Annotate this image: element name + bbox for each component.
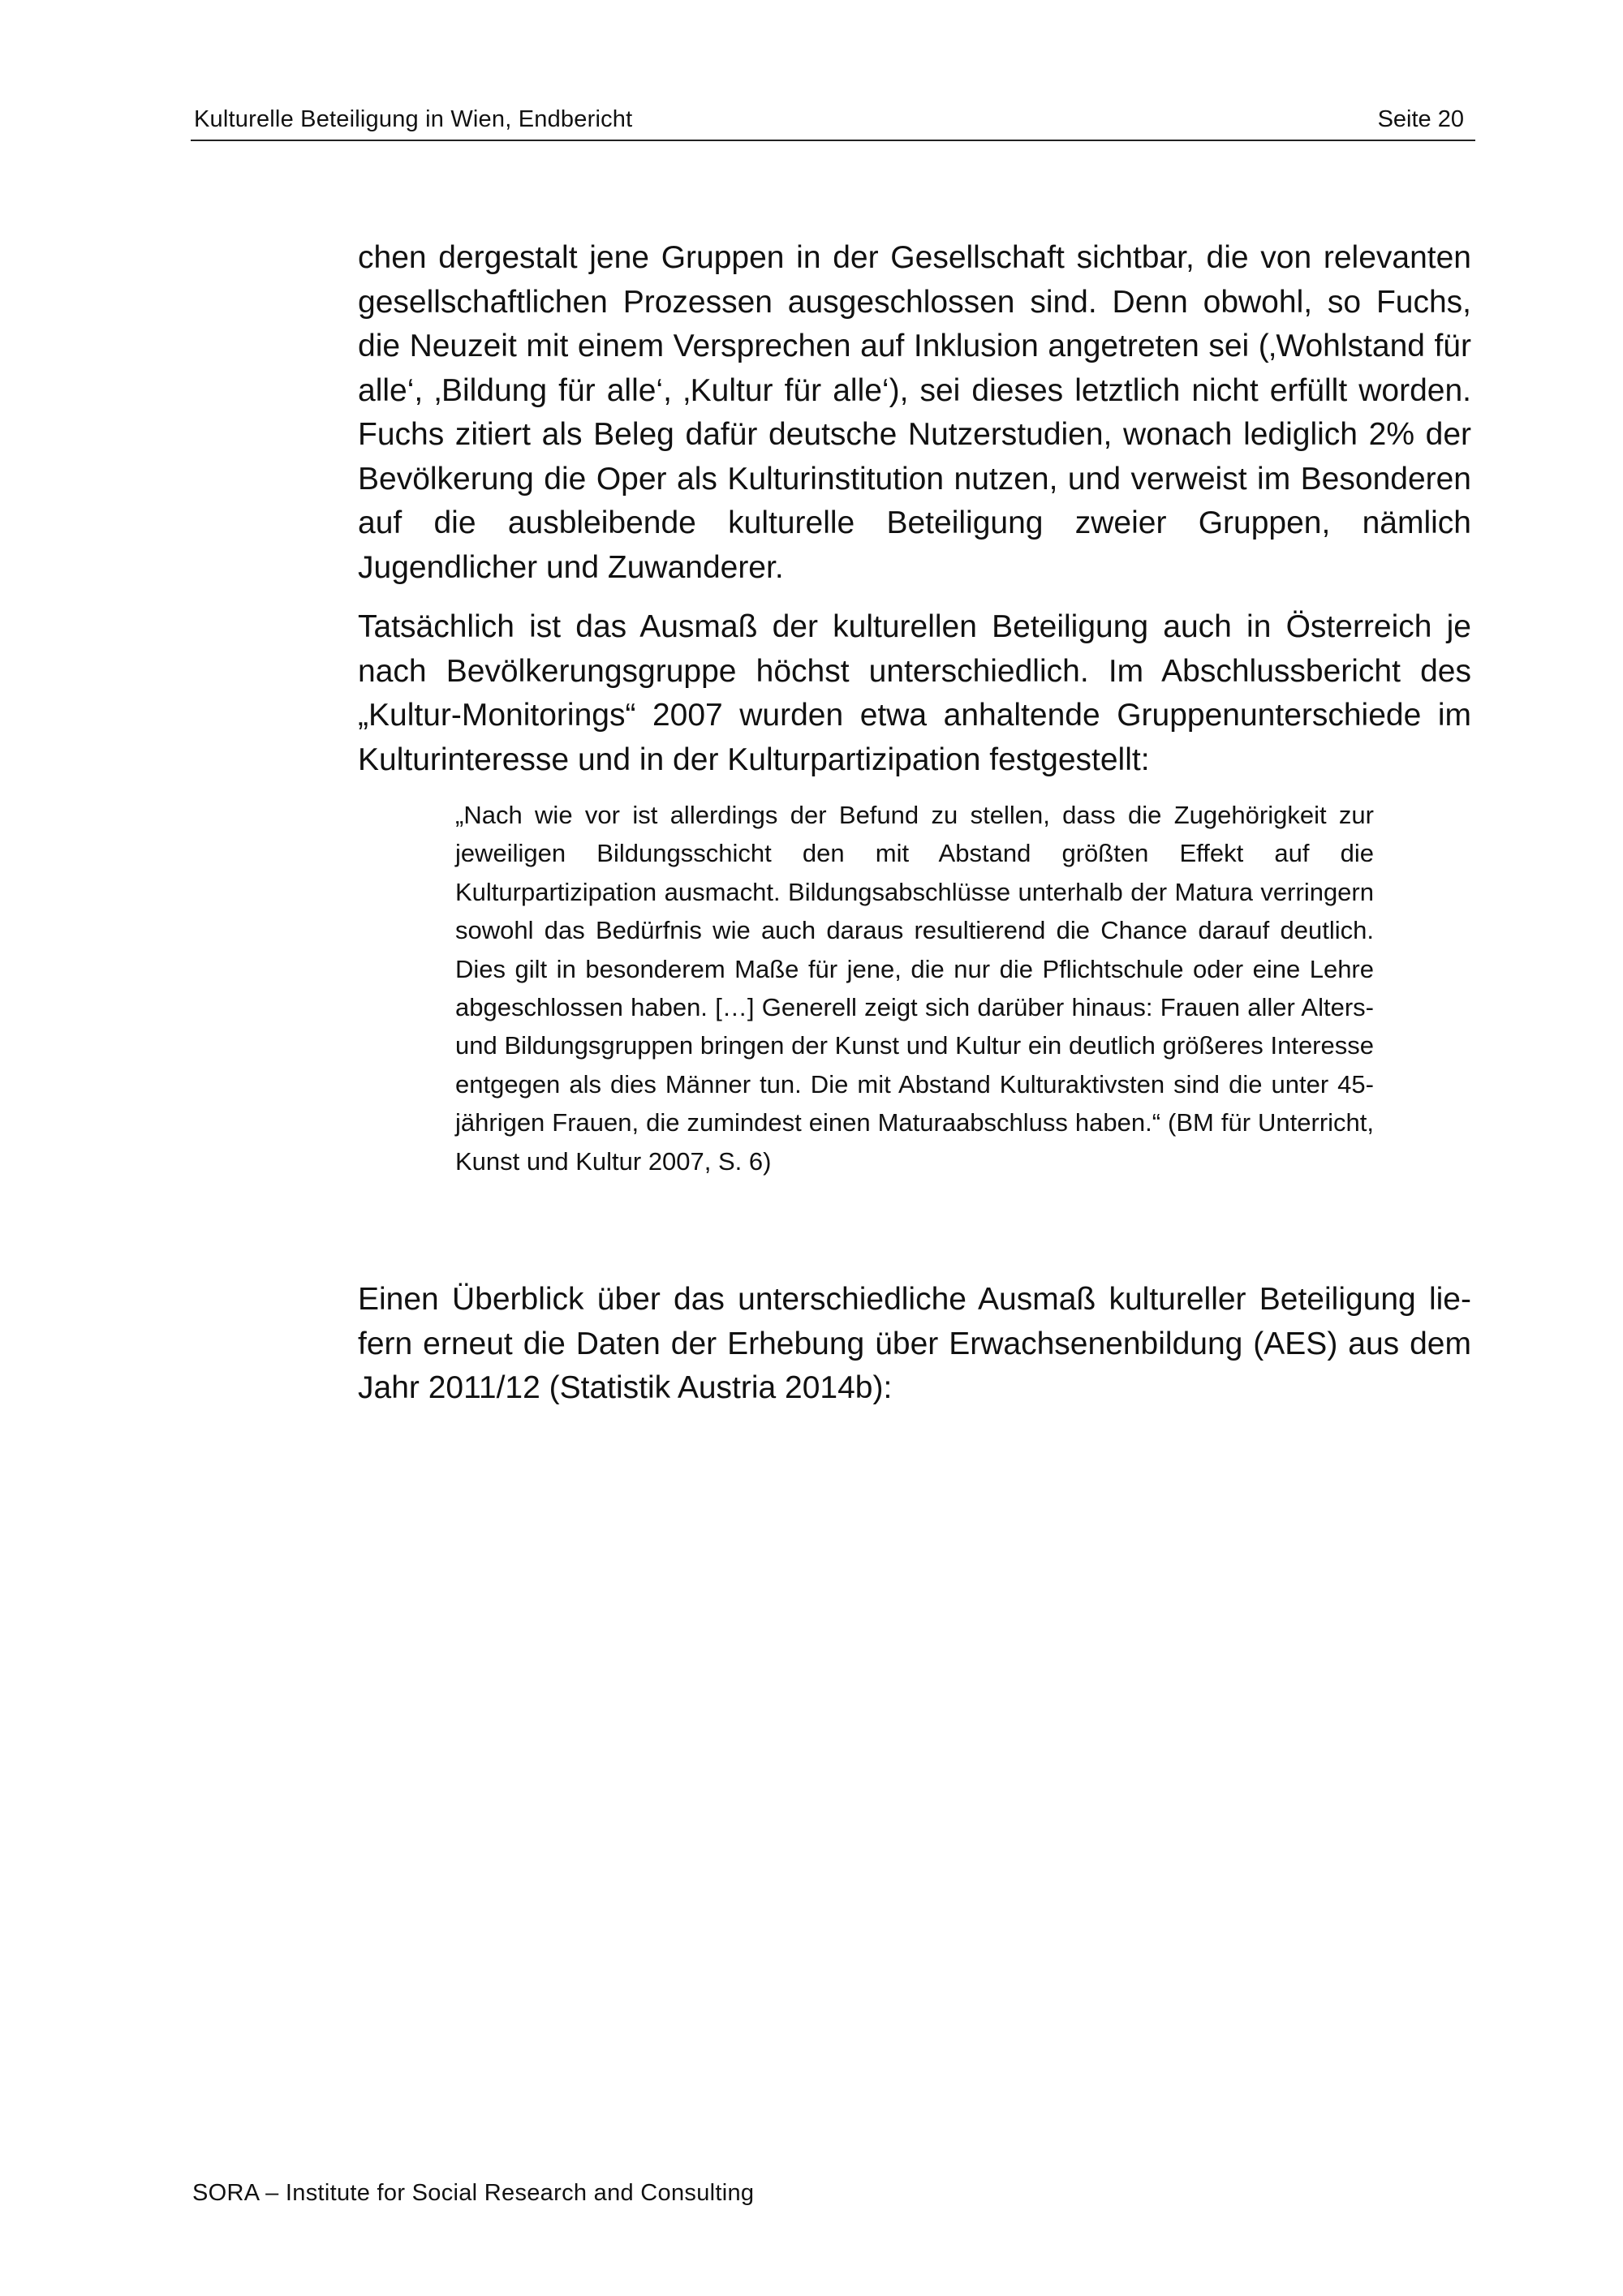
page-footer: SORA – Institute for Social Research and Consulting: [192, 2180, 755, 2206]
block-quote: „Nach wie vor ist allerdings der Befund zu stellen, dass die Zugehörigkeit zur jeweiligen Bildungsschicht den mit Abstand größten Effekt auf die Kulturpartizipation ausmacht. Bildungsabschlüsse unterhalb der Matura verringern sowohl das Bedürfnis wie auch daraus resultierend die Chance darauf deutlich. Dies gilt in besonderem Maße für jene, die nur die Pflichtschule oder eine Lehre abgeschlossen haben. […] Generell zeigt sich darüber hinaus: Frauen aller Alters- und Bildungsgruppen bringen der Kunst und Kultur ein deutlich größeres Interesse entgegen als dies Männer tun. Die mit Abstand Kulturaktivsten sind die unter 45-jährigen Frauen, die zumindest einen Maturaabschluss haben.“ (BM für Unterricht, Kunst und Kultur 2007, S. 6): [455, 801, 1374, 1176]
body-paragraph-2: Tatsächlich ist das Ausmaß der kulturellen Beteiligung auch in Österreich je nach Bevölkerungsgruppe höchst unterschiedlich. Im Abschlussbericht des „Kultur-Monitorings“ 2007 wurden etwa anhaltende Gruppenunterschiede im Kulturinteresse und in der Kulturpartizipation festgestellt:: [358, 609, 1471, 777]
running-title: Kulturelle Beteiligung in Wien, Endbericht: [194, 106, 633, 132]
body-paragraph-1: chen dergestalt jene Gruppen in der Gesellschaft sichtbar, die von relevanten gesellschaftlichen Prozessen ausgeschlossen sind. Denn obwohl, so Fuchs, die Neuzeit mit einem Versprechen auf Inklusion angetreten sei (‚Wohlstand für alle‘, ‚Bildung für alle‘, ‚Kultur für alle‘), sei dieses letztlich nicht erfüllt worden. Fuchs zitiert als Beleg dafür deutsche Nutzerstudien, wonach lediglich 2% der Bevölkerung die Oper als Kulturinstitution nutzen, und verweist im Besonderen auf die ausbleibende kulturelle Beteiligung zweier Gruppen, nämlich Jugendlicher und Zuwanderer.: [358, 240, 1471, 585]
page-header: [191, 102, 1475, 141]
page-number: Seite 20: [1377, 106, 1464, 132]
main-text: [358, 236, 1471, 798]
body-paragraph-3: Einen Überblick über das unterschiedliche Ausmaß kultureller Beteiligung liefern erneut die Daten der Erhebung über Erwachsenenbildung (AES) aus dem Jahr 2011/12 (Statistik Austria 2014b):: [358, 1282, 1471, 1405]
